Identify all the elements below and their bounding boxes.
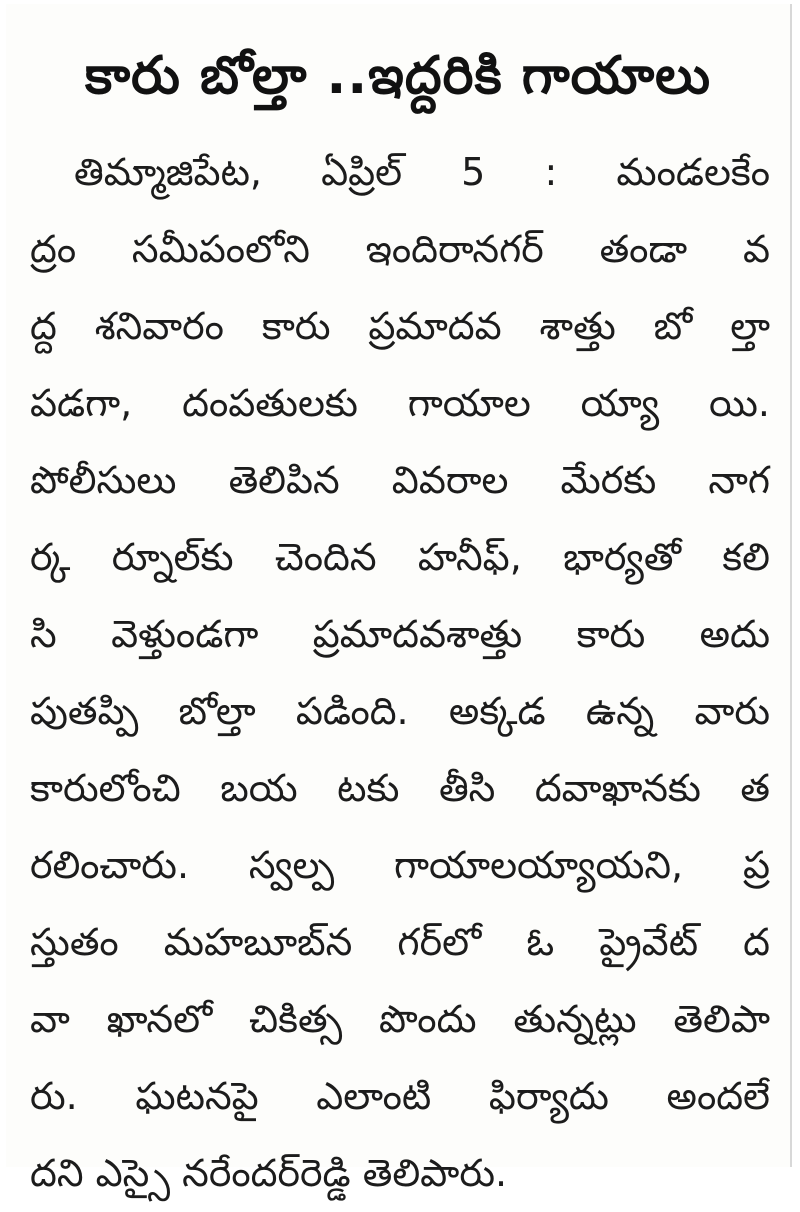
body-line: వా ఖానలో చికిత్స పొందు తున్నట్లు తెలిపా [30,997,770,1041]
body-line: తిమ్మాజిపేట, ఏప్రిల్ 5 : మండలకేం [74,150,770,194]
body-line: దని ఎస్సై నరేందర్‌రెడ్డి తెలిపారు. [30,1151,508,1195]
headline: కారు బోల్తా ..ఇద్దరికి గాయాలు [84,46,712,106]
body-line: ర్క ర్నూల్‌కు చెందిన హనీఫ్, భార్యతో కలి [30,535,770,579]
article-body [30,134,770,1212]
body-line: ద్ద శనివారం కారు ప్రమాదవ శాత్తు బో ల్తా [30,304,770,348]
body-line: పడగా, దంపతులకు గాయాల య్యా యి. [30,381,770,425]
body-line: కారులోంచి బయ టకు తీసి దవాఖానకు త [30,766,770,810]
body-line: రు. ఘటనపై ఎలాంటి ఫిర్యాదు అందలే [30,1074,770,1118]
body-line: పుతప్పి బోల్తా పడింది. అక్కడ ఉన్న వారు [30,689,770,733]
body-line: పోలీసులు తెలిపిన వివరాల మేరకు నాగ [30,458,770,502]
body-line: ద్రం సమీపంలోని ఇందిరానగర్ తండా వ [30,227,770,271]
body-line: రలించారు. స్వల్ప గాయాలయ్యాయని, ప్ర [30,843,770,887]
body-line: సి వెళ్తుండగా ప్రమాదవశాత్తు కారు అదు [30,612,770,656]
body-line: స్తుతం మహబూబ్‌న గర్‌లో ఓ ప్రైవేట్ ద [30,920,770,964]
news-clipping [6,4,792,1195]
